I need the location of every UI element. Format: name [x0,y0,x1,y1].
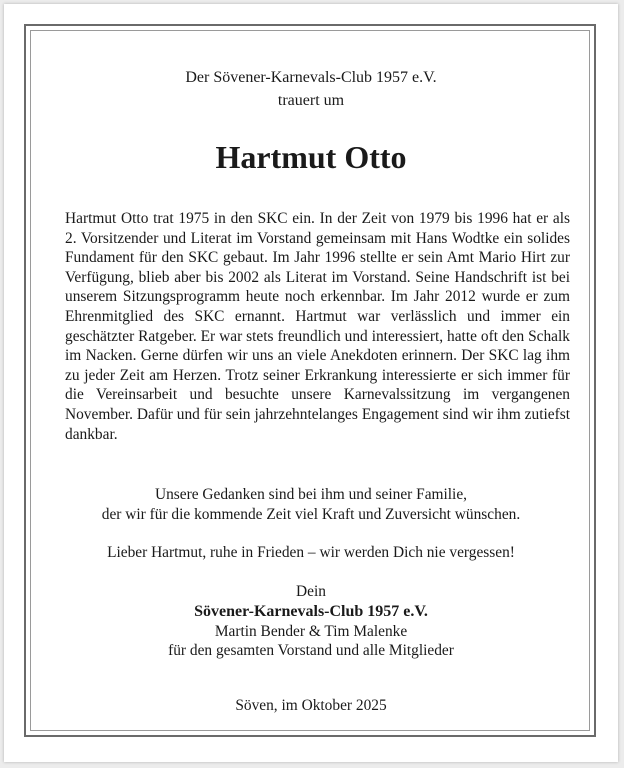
condolence-line-1: Unsere Gedanken sind bei ihm und seiner Familie, [154,486,467,503]
signers: Martin Bender & Tim Malenke [214,622,408,640]
salutation: Dein [296,583,326,600]
place-date: Söven, im Oktober 2025 [235,697,387,714]
mourns-line: trauert um [277,92,345,109]
obituary-card [4,4,618,762]
organization-heading: Der Sövener-Karnevals-Club 1957 e.V. [185,69,437,86]
signature-block [4,582,618,661]
condolence-line-2: der wir für die kommende Zeit viel Kraft und Zuversicht wünschen. [101,506,521,523]
condolence-text [4,485,618,525]
farewell-line: Lieber Hartmut, ruhe in Frieden – wir werden Dich nie vergessen! [107,544,515,561]
on-behalf-line: für den gesamten Vorstand und alle Mitglieder [168,642,454,660]
deceased-name: Hartmut Otto [215,139,407,175]
signature-organization: Sövener-Karnevals-Club 1957 e.V. [194,602,428,620]
obituary-body: Hartmut Otto trat 1975 in den SKC ein. In der Zeit von 1979 bis 1996 hat er als 2. Vorsitzender und Literat im Vorstand gemeinsam mit Hans Wodtke ein solides Fundament für den SKC gebaut. Im Jahr 1996 stellte er sein Amt Mario Hirt zur Verfügung, blieb aber bis 2002 als Literat im Vorstand. Seine Handschrift ist bei unserem Sitzungsprogramm heute noch erkennbar. Im Jahr 2012 wurde er zum Ehrenmitglied des SKC ernannt. Hartmut war verlässlich und immer ein geschätzter Ratgeber. Er war stets freundlich und interessiert, hatte oft den Schalk im Nacken. Gerne dürfen wir uns an viele Anekdoten erinnern. Der SKC lag ihm zu jeder Zeit am Herzen. Trotz seiner Erkrankung interessierte er sich immer für die Vereinsarbeit und besuchte unsere Karnevalssitzung im vergangenen November. Dafür und für sein jahrzehntelanges Engagement sind wir ihm zutiefst dankbar. [65,210,570,443]
